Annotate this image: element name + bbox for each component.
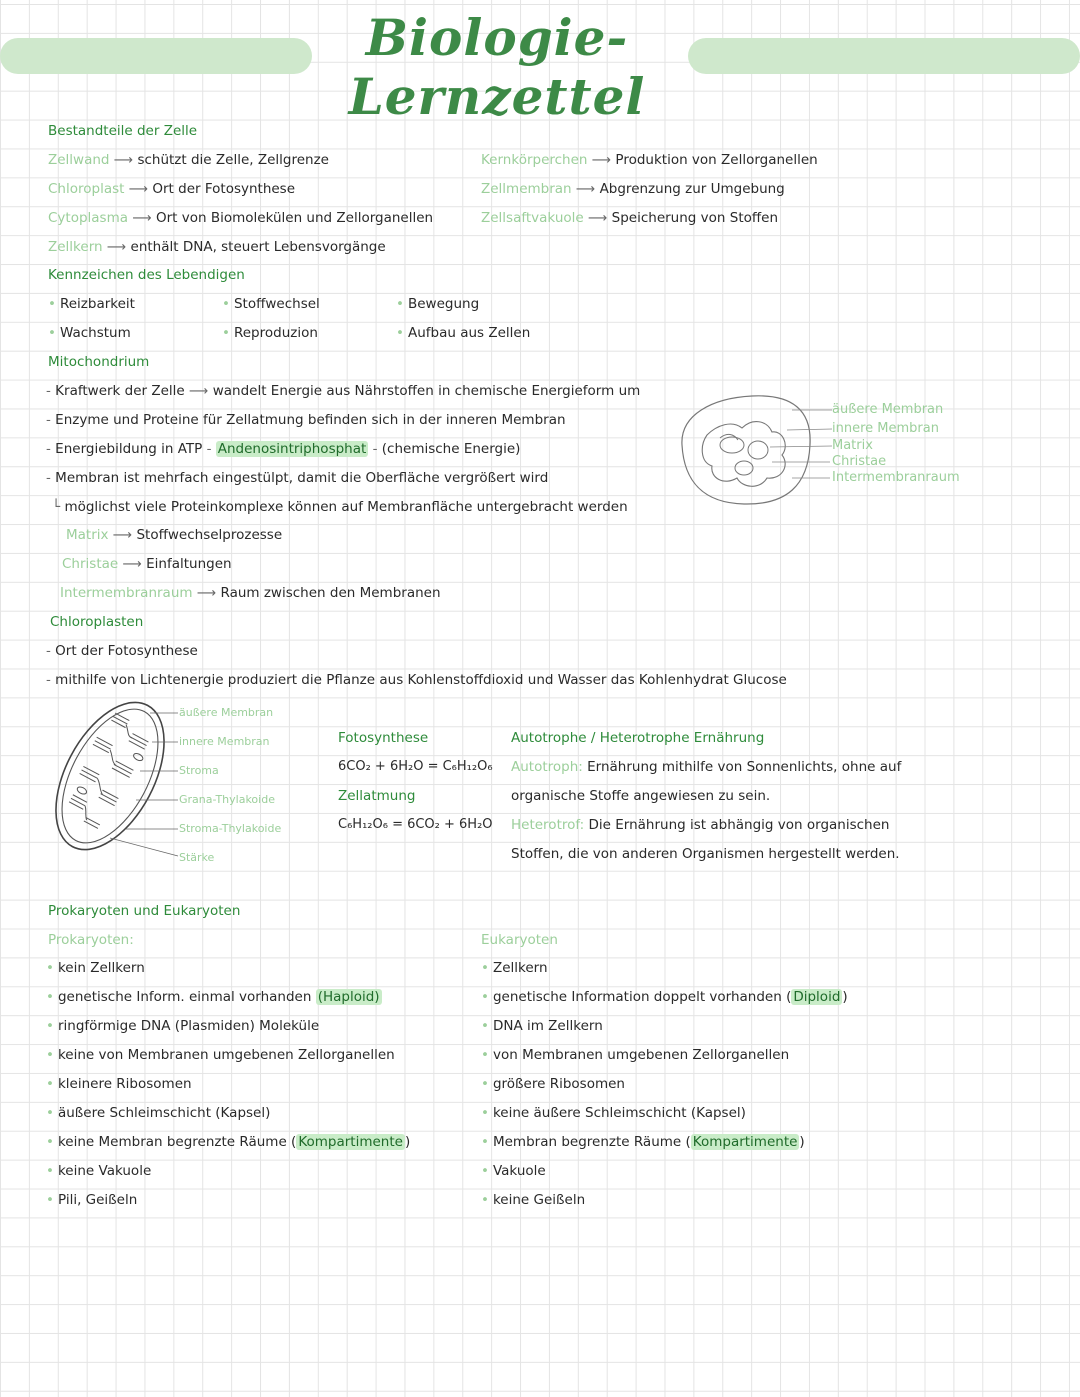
arrow-icon: ⟶ [128,210,156,226]
bullet-icon: • [481,1105,489,1121]
bullet-icon: • [46,1163,54,1179]
mito-diagram-label: Intermembranraum [832,470,960,485]
eukaryoten-text: von Membranen umgebenen Zellorganellen [492,1047,790,1063]
bullet-icon: • [222,325,230,341]
mito-def-desc: Einfaltungen [146,556,232,572]
chloro-line-2: - mithilfe von Lichtenergie produziert die Pflanze aus Kohlenstoffdioxid und Wasser das Kohlenhydrat Glucose [46,672,787,688]
mito-def-row [62,556,232,572]
bullet-icon: • [48,325,56,341]
bullet-icon: • [46,1105,54,1121]
eukaryoten-item [481,1076,625,1092]
prokaryoten-text: genetische Inform. einmal vorhanden [57,989,316,1005]
zellbestandteil-term: Kernkörperchen [481,152,588,168]
arrow-icon: ⟶ [108,527,137,543]
zellbestandteil-desc: Produktion von Zellorganellen [615,152,818,168]
kennzeichen-item [396,325,530,341]
prokaryoten-item [46,1105,270,1121]
title-banner-right [688,38,1080,74]
section-heading-mitochondrium: Mitochondrium [48,354,150,370]
arrow-icon: ⟶ [587,152,616,168]
zellbestandteil-term: Zellkern [48,239,103,255]
section-heading-pro-eu: Prokaryoten und Eukaryoten [48,903,241,919]
kennzeichen-item [48,296,135,312]
page-title: Biologie-Lernzettel [348,8,646,126]
bullet-icon: • [481,960,489,976]
chloro-line-1: - Ort der Fotosynthese [46,643,198,659]
chloro-diagram-label: Stroma [179,764,219,777]
kennzeichen-item [48,325,131,341]
mito-def-row [66,527,282,543]
eukaryoten-item [481,1047,789,1063]
bullet-icon: • [481,1163,489,1179]
prokaryoten-text: keine von Membranen umgebenen Zellorganellen [57,1047,395,1063]
prokaryoten-item [46,1076,192,1092]
bullet-icon: • [46,989,54,1005]
kennzeichen-label: Reproduzion [233,325,318,341]
zellbestandteil-term: Zellsaftvakuole [481,210,584,226]
eukaryoten-item [481,1018,603,1034]
prokaryoten-item [46,1192,137,1208]
eukaryoten-item [481,989,848,1005]
mito-def-term: Intermembranraum [60,585,193,601]
mito-def-row [60,585,441,601]
bullet-icon: • [222,296,230,312]
bullet-icon: • [46,1076,54,1092]
arrow-icon: ⟶ [192,585,221,601]
mito-def-desc: Raum zwischen den Membranen [220,585,441,601]
kennzeichen-item [396,296,479,312]
eukaryoten-item [481,960,548,976]
eukaryoten-item [481,1134,805,1150]
zellbestandteil-row [481,152,818,168]
zellbestandteil-row [481,181,785,197]
arrow-icon: ⟶ [583,210,612,226]
zellbestandteil-row [48,239,386,255]
zellbestandteil-row [48,181,295,197]
bullet-icon: • [46,1047,54,1063]
prokaryoten-text: äußere Schleimschicht (Kapsel) [57,1105,271,1121]
mito-diagram-label: Christae [832,454,887,469]
prokaryoten-text: kleinere Ribosomen [57,1076,192,1092]
section-heading-chloroplasten: Chloroplasten [50,614,144,630]
mito-line-2: - Enzyme und Proteine für Zellatmung befinden sich in der inneren Membran [46,412,566,428]
arrow-icon: ⟶ [124,181,153,197]
section-heading-bestandteile: Bestandteile der Zelle [48,123,198,139]
bullet-icon: • [46,960,54,976]
zellatmung-heading: Zellatmung [338,788,416,804]
bullet-icon: • [396,325,404,341]
mito-diagram-label: äußere Membran [832,402,944,417]
prokaryoten-item [46,960,145,976]
zellatmung-formula: C₆H₁₂O₆ = 6CO₂ + 6H₂O [338,817,493,832]
fotosynthese-formula: 6CO₂ + 6H₂O = C₆H₁₂O₆ [338,759,493,774]
kennzeichen-label: Aufbau aus Zellen [407,325,531,341]
eukaryoten-text: keine Geißeln [492,1192,586,1208]
autotroph-line-1: Autotroph: Ernährung mithilfe von Sonnenlichts, ohne auf [511,759,902,775]
bullet-icon: • [481,1047,489,1063]
eukaryoten-text-end: ) [842,989,848,1005]
eukaryoten-highlight: Kompartimente [692,1134,798,1150]
autotroph-line-2: organische Stoffe angewiesen zu sein. [511,788,771,804]
eukaryoten-item [481,1192,585,1208]
zellbestandteil-term: Zellwand [48,152,110,168]
zellbestandteil-desc: Abgrenzung zur Umgebung [599,181,785,197]
kennzeichen-item [222,296,320,312]
eukaryoten-text: Vakuole [492,1163,546,1179]
bullet-icon: • [46,1134,54,1150]
heterotroph-line-1: Heterotrof: Die Ernährung ist abhängig von organischen [511,817,890,833]
bullet-icon: • [396,296,404,312]
zellbestandteil-term: Cytoplasma [48,210,129,226]
prokaryoten-item [46,989,382,1005]
eukaryoten-highlight: Diploid [793,989,841,1005]
zellbestandteil-row [48,210,433,226]
chloro-diagram-label: Stärke [179,851,215,864]
mito-def-term: Christae [62,556,119,572]
kennzeichen-label: Wachstum [59,325,131,341]
arrow-icon: ⟶ [118,556,147,572]
prokaryoten-item [46,1047,395,1063]
bullet-icon: • [481,989,489,1005]
zellbestandteil-term: Chloroplast [48,181,125,197]
mito-line-3: - Energiebildung in ATP - Andenosintriphosphat - (chemische Energie) [46,441,521,457]
bullet-icon: • [481,1018,489,1034]
zellbestandteil-row [481,210,778,226]
eukaryoten-item [481,1105,746,1121]
eukaryoten-heading: Eukaryoten [481,932,558,948]
eukaryoten-text: DNA im Zellkern [492,1018,603,1034]
ernaehrung-heading: Autotrophe / Heterotrophe Ernährung [511,730,765,746]
mito-line-5: └ möglichst viele Proteinkomplexe können auf Membranfläche untergebracht werden [52,499,628,515]
prokaryoten-item [46,1018,319,1034]
bullet-icon: • [481,1134,489,1150]
bullet-icon: • [481,1076,489,1092]
arrow-icon: ⟶ [109,152,138,168]
prokaryoten-item [46,1163,151,1179]
prokaryoten-item [46,1134,410,1150]
bullet-icon: • [46,1018,54,1034]
eukaryoten-text: größere Ribosomen [492,1076,625,1092]
eukaryoten-text: Membran begrenzte Räume ( [492,1134,691,1150]
mito-def-desc: Stoffwechselprozesse [136,527,283,543]
bullet-icon: • [46,1192,54,1208]
fotosynthese-heading: Fotosynthese [338,730,429,746]
kennzeichen-label: Stoffwechsel [233,296,320,312]
prokaryoten-text-end: ) [404,1134,411,1150]
prokaryoten-text: kein Zellkern [57,960,145,976]
arrow-icon: ⟶ [102,239,131,255]
kennzeichen-label: Bewegung [407,296,480,312]
arrow-icon: ⟶ [571,181,600,197]
eukaryoten-text-end: ) [799,1134,805,1150]
eukaryoten-text: keine äußere Schleimschicht (Kapsel) [492,1105,746,1121]
prokaryoten-text: Pili, Geißeln [57,1192,138,1208]
title-banner-left [0,38,312,74]
zellbestandteil-term: Zellmembran [481,181,572,197]
heterotroph-line-2: Stoffen, die von anderen Organismen hergestellt werden. [511,846,900,862]
prokaryoten-text: ringförmige DNA (Plasmiden) Moleküle [57,1018,320,1034]
zellbestandteil-desc: Speicherung von Stoffen [611,210,779,226]
eukaryoten-text: Zellkern [492,960,548,976]
eukaryoten-text: genetische Information doppelt vorhanden ( [492,989,792,1005]
zellbestandteil-desc: enthält DNA, steuert Lebensvorgänge [130,239,386,255]
zellbestandteil-row [48,152,329,168]
bullet-icon: • [48,296,56,312]
prokaryoten-text: keine Vakuole [57,1163,152,1179]
chloro-diagram-label: äußere Membran [179,706,274,719]
mito-diagram-label: Matrix [832,438,873,453]
prokaryoten-highlight: Kompartimente [298,1134,403,1150]
section-heading-kennzeichen: Kennzeichen des Lebendigen [48,267,245,283]
bullet-icon: • [481,1192,489,1208]
kennzeichen-label: Reizbarkeit [59,296,135,312]
prokaryoten-heading: Prokaryoten: [48,932,134,948]
chloro-diagram-label: Stroma-Thylakoide [179,822,282,835]
prokaryoten-text: keine Membran begrenzte Räume ( [57,1134,297,1150]
chloroplast-diagram [40,698,180,858]
zellbestandteil-desc: Ort von Biomolekülen und Zellorganellen [155,210,434,226]
mito-line-1: - Kraftwerk der Zelle ⟶ wandelt Energie aus Nährstoffen in chemische Energieform um [46,383,641,399]
chloro-diagram-label: Grana-Thylakoide [179,793,275,806]
mito-diagram-label: innere Membran [832,421,939,436]
prokaryoten-highlight: (Haploid) [317,989,380,1005]
mito-line-4: - Membran ist mehrfach eingestülpt, damit die Oberfläche vergrößert wird [46,470,549,486]
zellbestandteil-desc: schützt die Zelle, Zellgrenze [137,152,329,168]
mito-def-term: Matrix [66,527,109,543]
zellbestandteil-desc: Ort der Fotosynthese [152,181,296,197]
chloro-diagram-label: innere Membran [179,735,270,748]
eukaryoten-item [481,1163,546,1179]
kennzeichen-item [222,325,318,341]
